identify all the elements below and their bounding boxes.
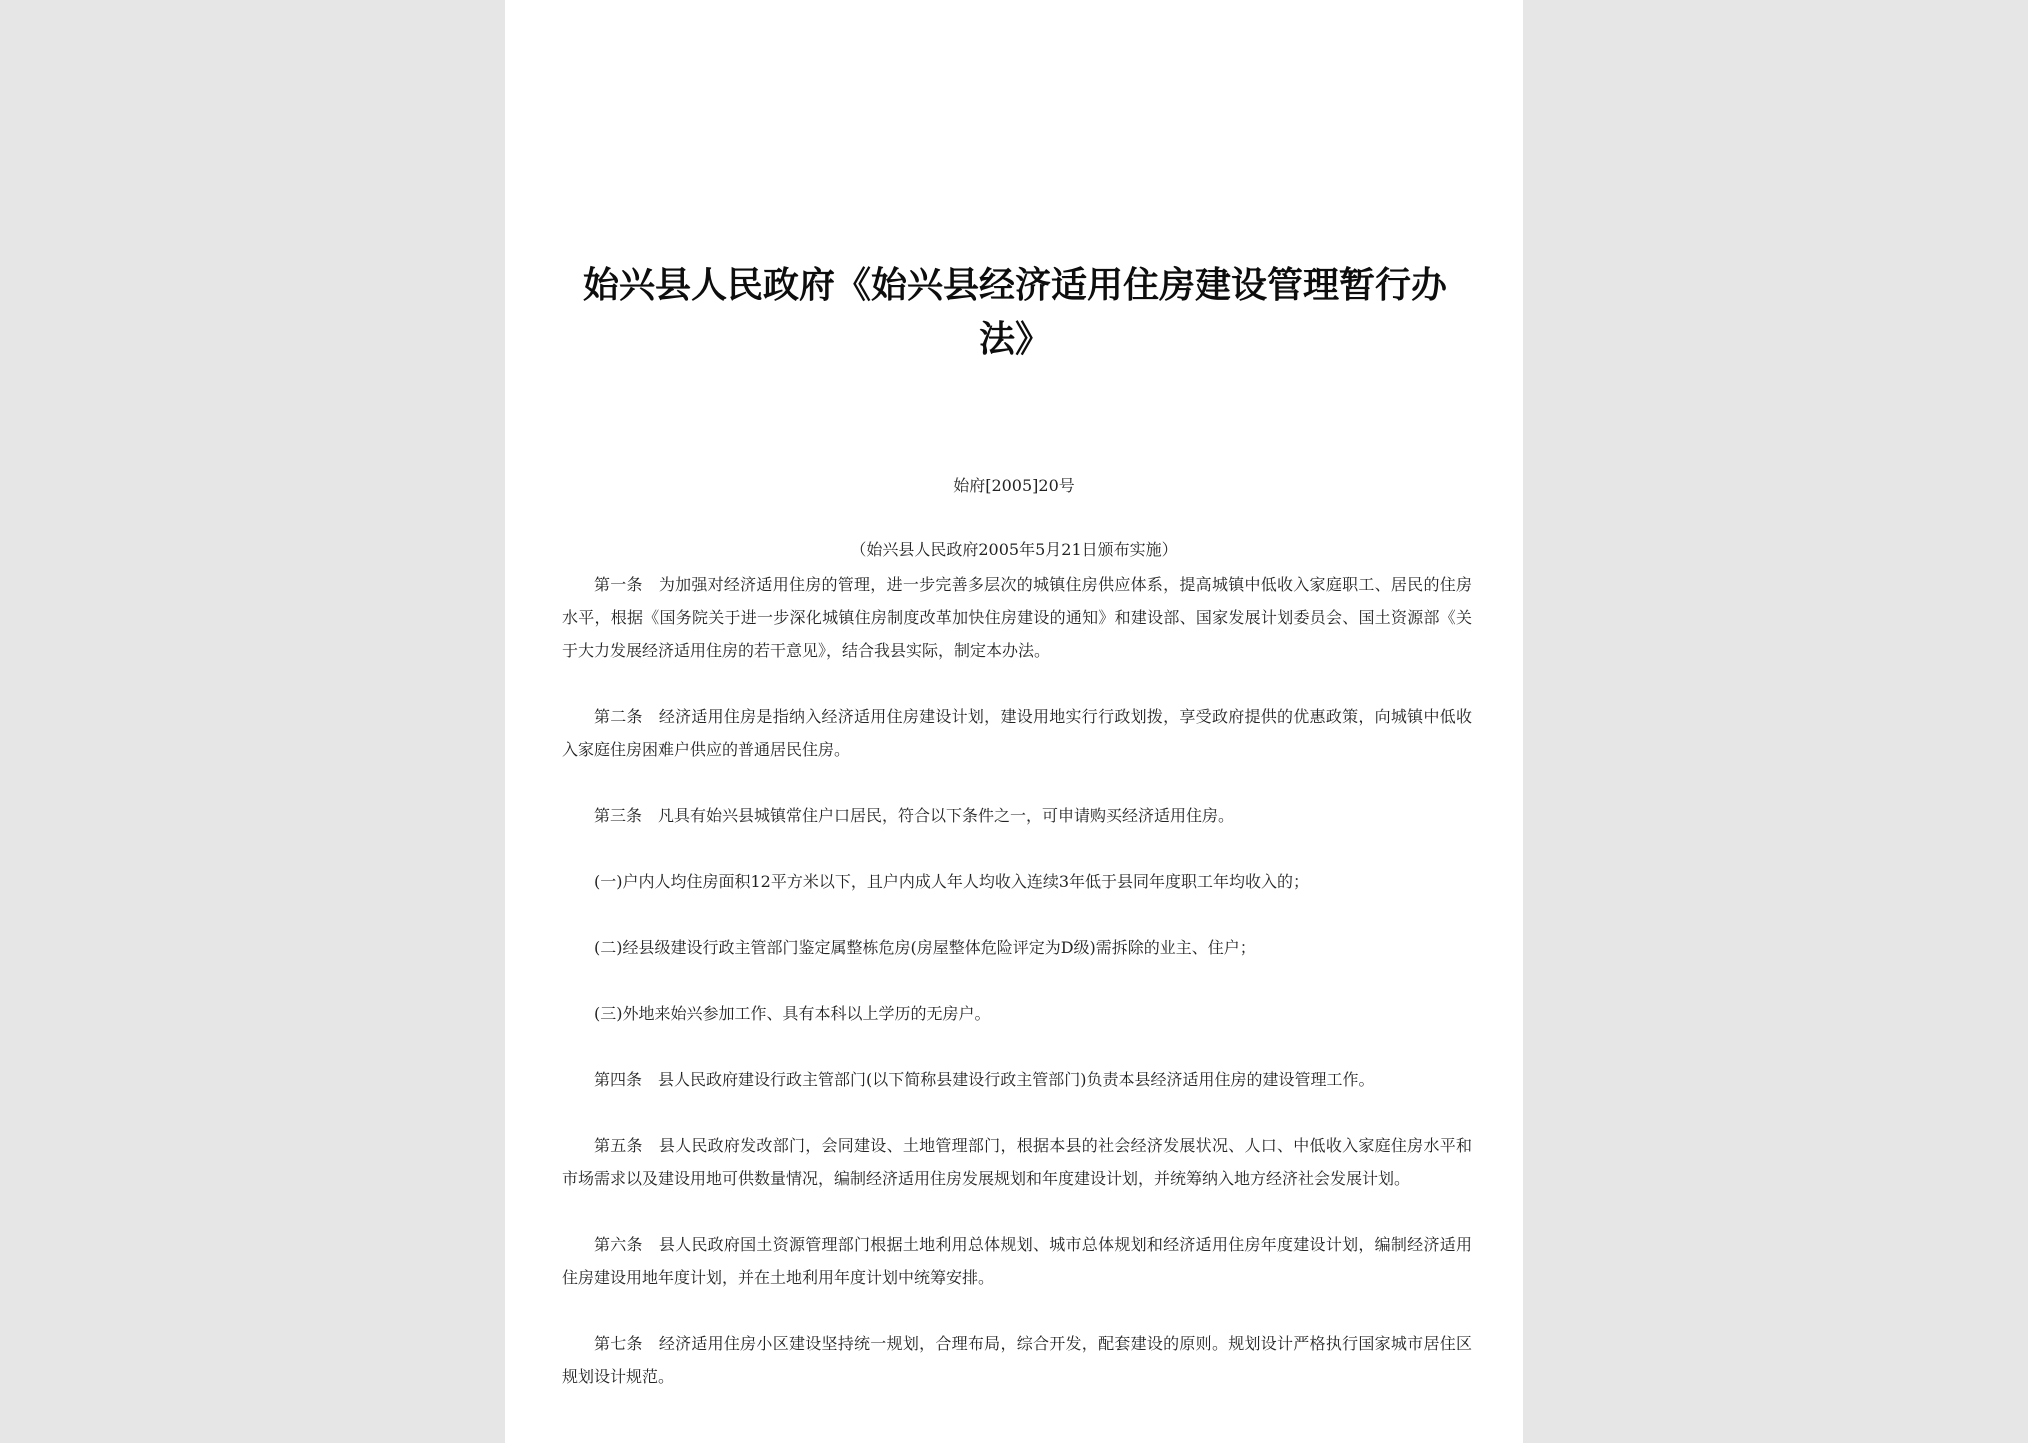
article-text: 为加强对经济适用住房的管理，进一步完善多层次的城镇住房供应体系，提高城镇中低收入家庭职工、居民的住房水平，根据《国务院关于进一步深化城镇住房制度改革加快住房建设的通知》和建设部、国家发展计划委员会、国土资源部《关于大力发展经济适用住房的若干意见》，结合我县实际，制定本办法。 <box>562 575 1472 660</box>
article-7 <box>562 1327 1472 1393</box>
article-text: 县人民政府建设行政主管部门(以下简称县建设行政主管部门)负责本县经济适用住房的建设管理工作。 <box>658 1070 1375 1089</box>
article-text: 经济适用住房小区建设坚持统一规划，合理布局，综合开发，配套建设的原则。规划设计严格执行国家城市居住区规划设计规范。 <box>562 1334 1472 1386</box>
condition-text: (三)外地来始兴参加工作、具有本科以上学历的无房户。 <box>594 1004 991 1023</box>
issued-note: （始兴县人民政府2005年5月21日颁布实施） <box>850 540 1178 559</box>
condition-text: (二)经县级建设行政主管部门鉴定属整栋危房(房屋整体危险评定为D级)需拆除的业主、住户； <box>594 938 1256 957</box>
document-body <box>562 568 1472 1426</box>
article-label: 第二条 <box>594 707 643 726</box>
article-4 <box>562 1063 1472 1096</box>
article-label: 第四条 <box>594 1070 643 1089</box>
document-title: 始兴县人民政府《始兴县经济适用住房建设管理暂行办法》 <box>582 264 1447 360</box>
condition-2 <box>562 931 1472 964</box>
article-label: 第七条 <box>594 1334 643 1353</box>
article-text: 经济适用住房是指纳入经济适用住房建设计划，建设用地实行行政划拨，享受政府提供的优惠政策，向城镇中低收入家庭住房困难户供应的普通居民住房。 <box>562 707 1472 759</box>
article-3 <box>562 799 1472 832</box>
condition-3 <box>562 997 1472 1030</box>
article-6 <box>562 1228 1472 1294</box>
article-5 <box>562 1129 1472 1195</box>
condition-1 <box>562 865 1472 898</box>
article-label: 第一条 <box>594 575 643 594</box>
document-number: 始府[2005]20号 <box>953 476 1075 495</box>
article-label: 第六条 <box>594 1235 643 1254</box>
article-label: 第三条 <box>594 806 643 825</box>
article-1 <box>562 568 1472 667</box>
article-text: 凡具有始兴县城镇常住户口居民，符合以下条件之一，可申请购买经济适用住房。 <box>658 806 1235 825</box>
document-page <box>505 0 1523 1443</box>
condition-text: (一)户内人均住房面积12平方米以下，且户内成人年人均收入连续3年低于县同年度职工年均收入的； <box>594 872 1310 891</box>
article-2 <box>562 700 1472 766</box>
article-text: 县人民政府国土资源管理部门根据土地利用总体规划、城市总体规划和经济适用住房年度建设计划，编制经济适用住房建设用地年度计划，并在土地利用年度计划中统筹安排。 <box>562 1235 1472 1287</box>
article-text: 县人民政府发改部门，会同建设、土地管理部门，根据本县的社会经济发展状况、人口、中低收入家庭住房水平和市场需求以及建设用地可供数量情况，编制经济适用住房发展规划和年度建设计划，并统筹纳入地方经济社会发展计划。 <box>562 1136 1472 1188</box>
article-label: 第五条 <box>594 1136 643 1155</box>
